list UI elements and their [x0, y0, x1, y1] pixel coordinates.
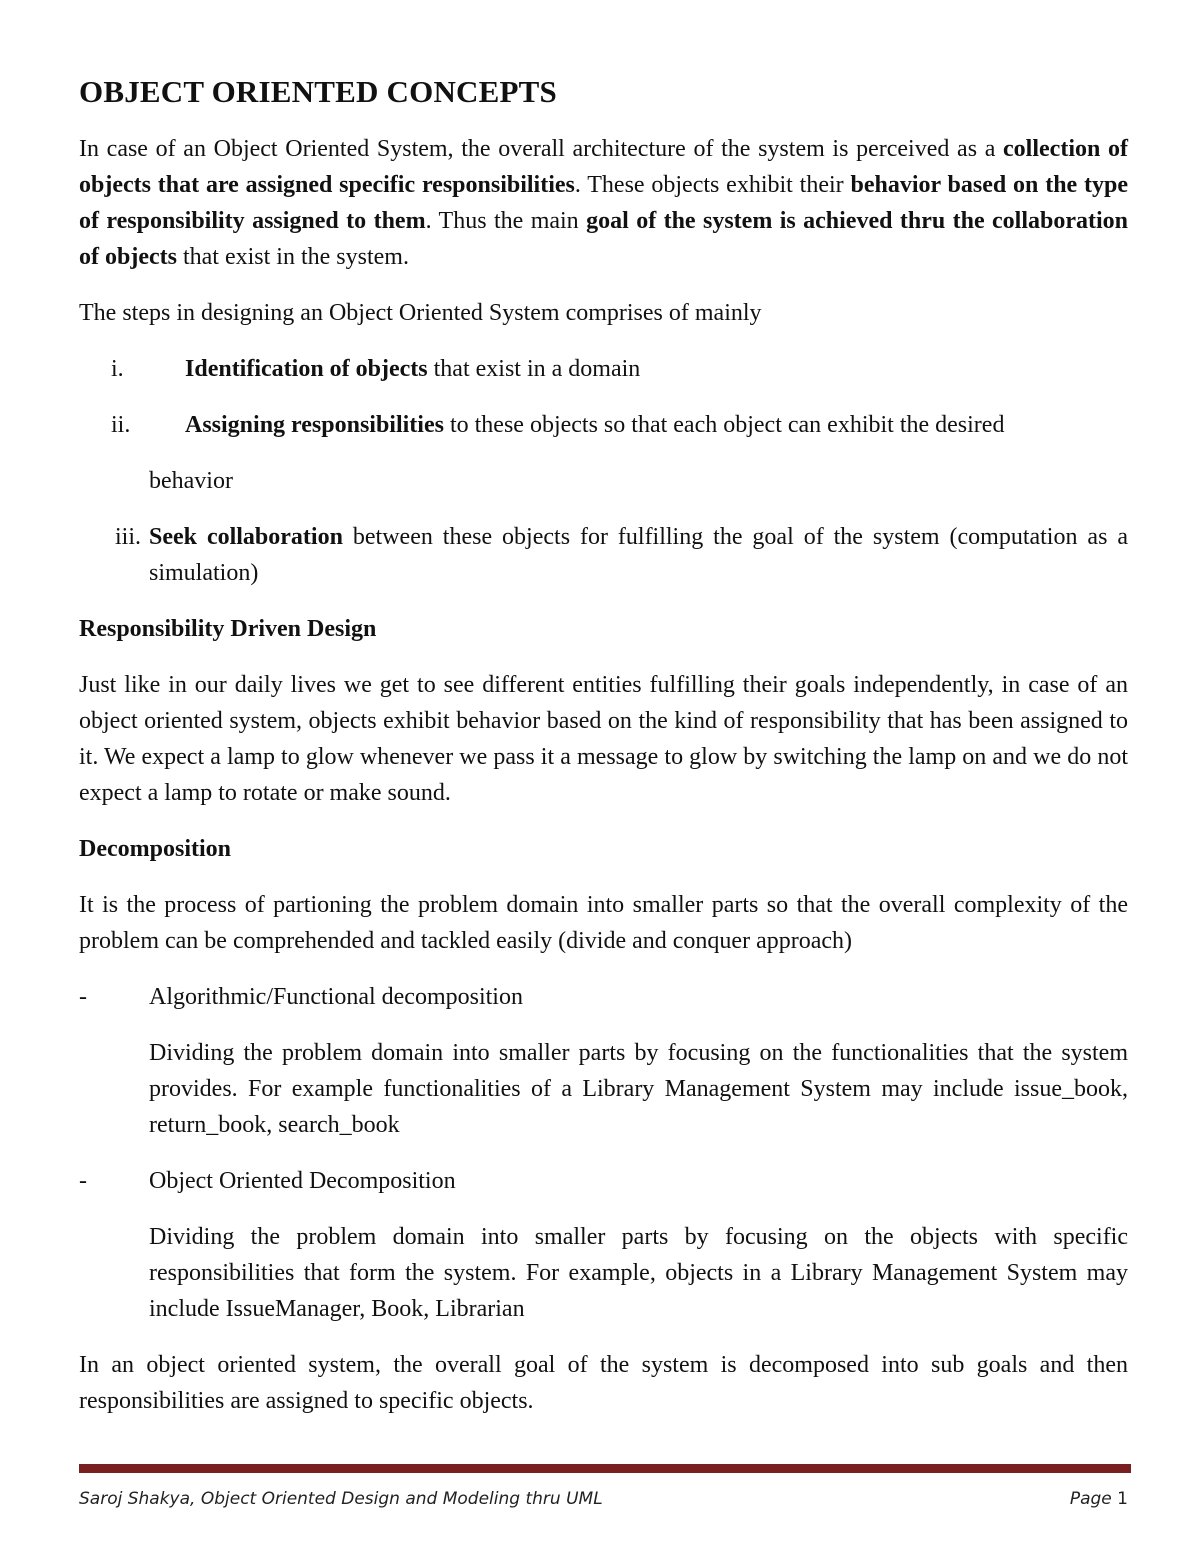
page-title: OBJECT ORIENTED CONCEPTS	[79, 74, 557, 109]
dash-list-item	[79, 1163, 1128, 1199]
page-content	[79, 70, 1128, 1419]
list-number: iii.	[115, 524, 142, 550]
list-bold: Identification of objects	[185, 356, 428, 382]
list-text	[149, 519, 1128, 591]
intro-text-1: In case of an Object Oriented System, the overall architecture of the system is perceived as a	[79, 136, 1004, 162]
dash-item-description: Dividing the problem domain into smaller parts by focusing on the objects with specific responsibilities that form the system. For example, objects in a Library Management System may include IssueManager, Book, Librarian	[149, 1224, 1128, 1322]
steps-intro: The steps in designing an Object Oriented System comprises of mainly	[79, 300, 762, 326]
decomposition-paragraph: It is the process of partioning the problem domain into smaller parts so that the overall complexity of the problem can be comprehended and tackled easily (divide and conquer approach)	[79, 892, 1128, 954]
closing-paragraph: In an object oriented system, the overall goal of the system is decomposed into sub goals and then responsibilities are assigned to specific objects.	[79, 1352, 1128, 1414]
dash-bullet: -	[79, 984, 87, 1010]
list-rest: that exist in a domain	[427, 356, 641, 382]
list-number: ii.	[111, 412, 131, 438]
intro-paragraph	[79, 131, 1128, 275]
list-number: i.	[111, 356, 124, 382]
intro-text-3: . Thus the main	[425, 208, 587, 234]
dash-item-description: Dividing the problem domain into smaller parts by focusing on the functionalities that the system provides. For example functionalities of a Library Management System may include issue_book, return_book, search_book	[149, 1040, 1128, 1138]
dash-item-label: Object Oriented Decomposition	[149, 1168, 456, 1194]
list-item	[79, 407, 1128, 443]
rdd-paragraph: Just like in our daily lives we get to see different entities fulfilling their goals independently, in case of an object oriented system, objects exhibit behavior based on the kind of responsibility that has been assigned to it. We expect a lamp to glow whenever we pass it a message to glow by switching the lamp on and we do not expect a lamp to rotate or make sound.	[79, 672, 1128, 806]
section-heading-rdd: Responsibility Driven Design	[79, 616, 377, 642]
footer-page-number	[1070, 1481, 1128, 1517]
intro-bold-1: collection of objects that are assigned specific responsibilities	[79, 136, 1128, 198]
list-text	[185, 351, 1128, 387]
list-text	[185, 407, 1128, 443]
intro-bold-3: goal of the system is achieved thru the collaboration of objects	[79, 208, 1129, 270]
list-bold: Seek collaboration	[149, 524, 343, 550]
footer-rule	[79, 1464, 1131, 1473]
list-bold: Assigning responsibilities	[185, 412, 444, 438]
dash-bullet: -	[79, 1168, 87, 1194]
list-rest: to these objects so that each object can exhibit the desired	[443, 412, 1005, 438]
section-heading-decomposition: Decomposition	[79, 836, 231, 862]
intro-text-4: that exist in the system.	[176, 244, 409, 270]
list-continuation: behavior	[149, 468, 233, 494]
page-label: Page	[1069, 1489, 1112, 1509]
list-item	[79, 351, 1128, 387]
dash-item-label: Algorithmic/Functional decomposition	[149, 984, 523, 1010]
list-rest: between these objects for fulfilling the goal of the system (computation as a simulation)	[149, 524, 1129, 586]
footer-author-title: Saroj Shakya, Object Oriented Design and Modeling thru UML	[79, 1489, 603, 1509]
intro-bold-2: behavior based on the type of responsibility assigned to them	[79, 172, 1128, 234]
page-num: 1	[1117, 1489, 1128, 1509]
dash-list-item	[79, 979, 1128, 1015]
intro-text-2: . These objects exhibit their	[574, 172, 851, 198]
list-item	[79, 519, 1128, 591]
